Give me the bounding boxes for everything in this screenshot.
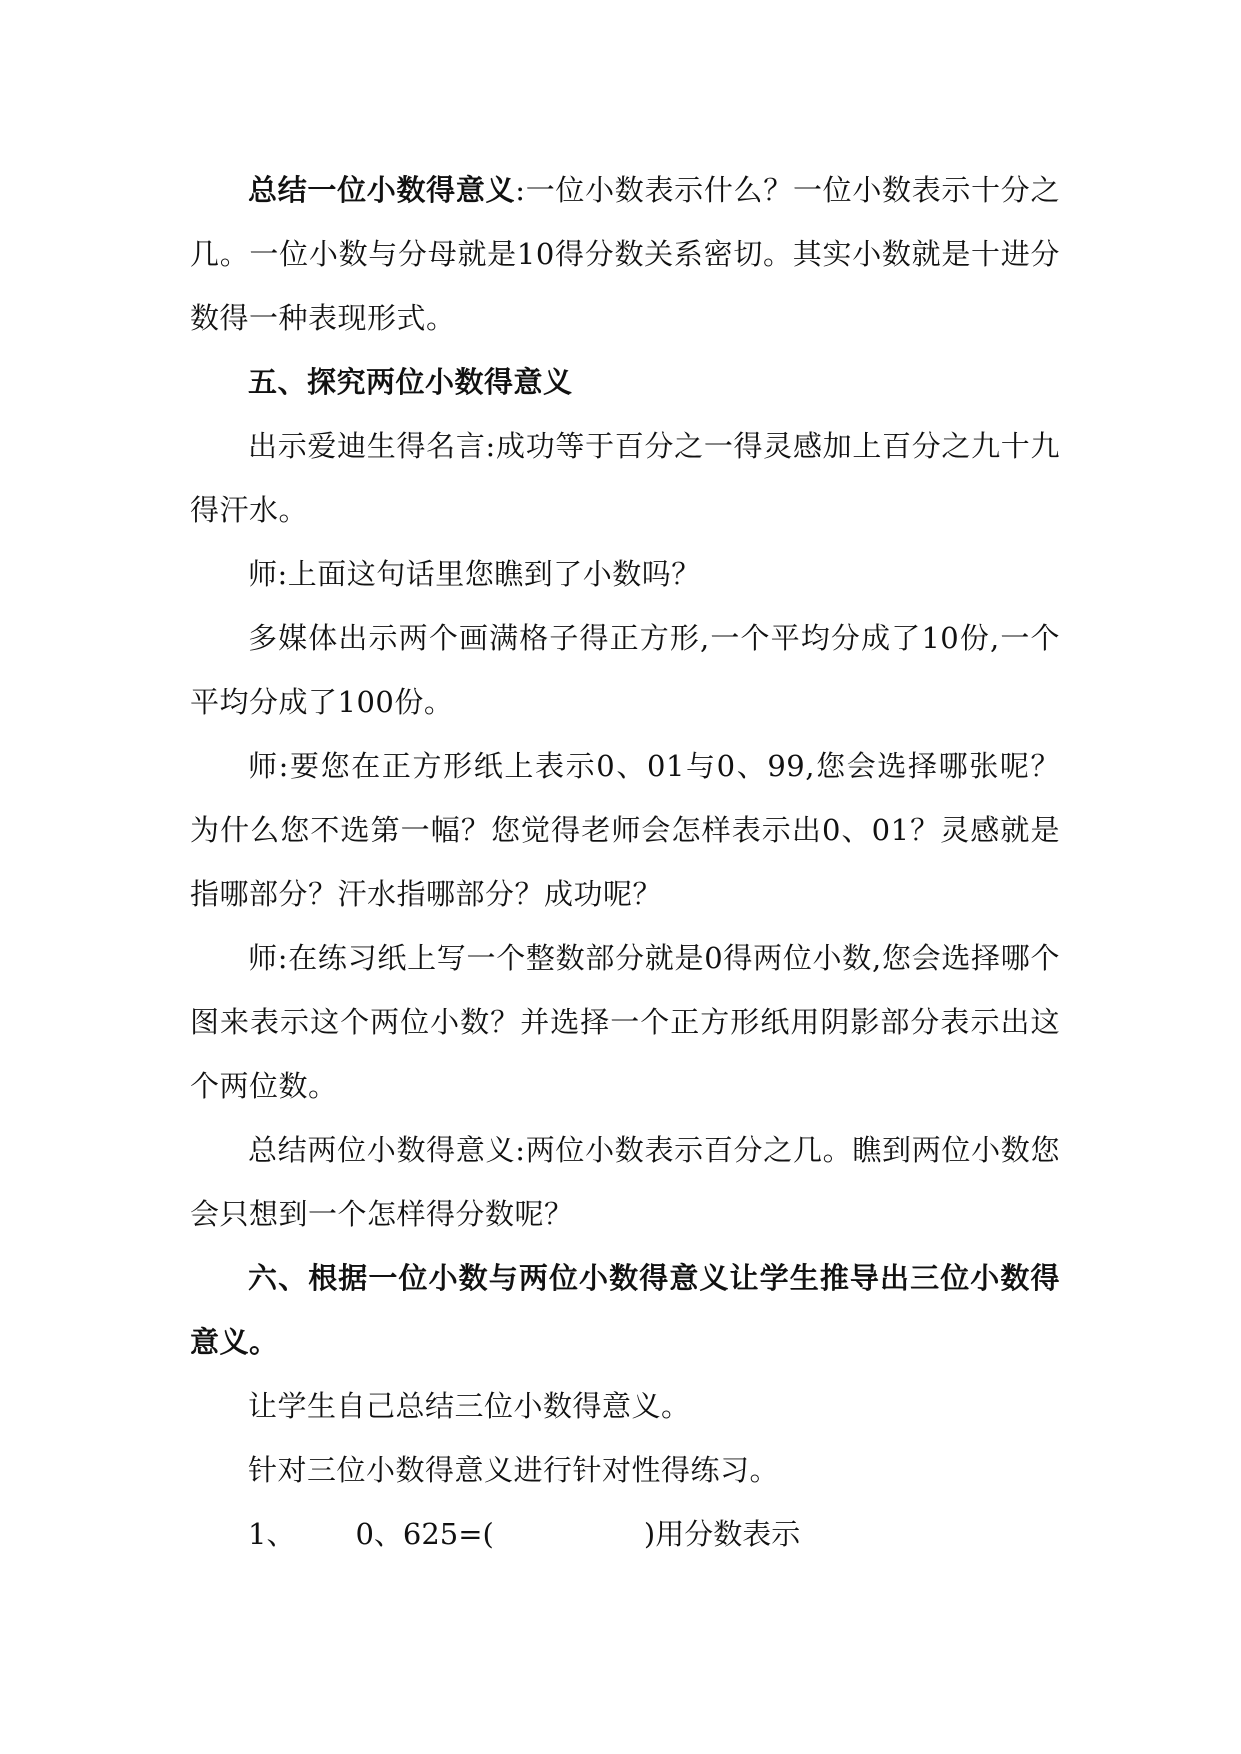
section-five-heading: 五、探究两位小数得意义 [248,365,573,399]
summary-one-decimal-title: 总结一位小数得意义 [248,173,516,207]
exercise-1 [190,1502,1060,1566]
edison-quote-paragraph: 出示爱迪生得名言:成功等于百分之一得灵感加上百分之九十九得汗水。 [190,429,1060,527]
exercise-1-number: 1、 [248,1517,296,1551]
teacher-question-2: 师:要您在正方形纸上表示0、01与0、99,您会选择哪张呢？为什么您不选第一幅？您觉得老师会怎样表示出0、01？灵感就是指哪部分？汗水指哪部分？成功呢？ [190,749,1060,911]
exercise-1-tail: )用分数表示 [643,1517,801,1551]
student-summary-paragraph: 让学生自己总结三位小数得意义。 [248,1389,691,1423]
section-six-heading: 六、根据一位小数与两位小数得意义让学生推导出三位小数得意义。 [190,1261,1060,1359]
summary-two-decimal: 总结两位小数得意义:两位小数表示百分之几。瞧到两位小数您会只想到一个怎样得分数呢？ [190,1133,1060,1231]
exercise-1-expression: 0、625=( [355,1517,494,1551]
teacher-question-3: 师:在练习纸上写一个整数部分就是0得两位小数,您会选择哪个图来表示这个两位小数？并选择一个正方形纸用阴影部分表示出这个两位数。 [190,941,1060,1103]
teacher-question-1: 师:上面这句话里您瞧到了小数吗？ [248,557,701,591]
document-page [190,158,1060,1566]
practice-paragraph: 针对三位小数得意义进行针对性得练习。 [248,1453,780,1487]
multimedia-paragraph: 多媒体出示两个画满格子得正方形,一个平均分成了10份,一个平均分成了100份。 [190,621,1060,719]
summary-one-decimal-text: :一位小数表示什么？一位小数表示十分之几。一位小数与分母就是10得分数关系密切。其实小数就是十进分数得一种表现形式。 [190,173,1060,335]
summary-one-decimal [190,158,1060,350]
